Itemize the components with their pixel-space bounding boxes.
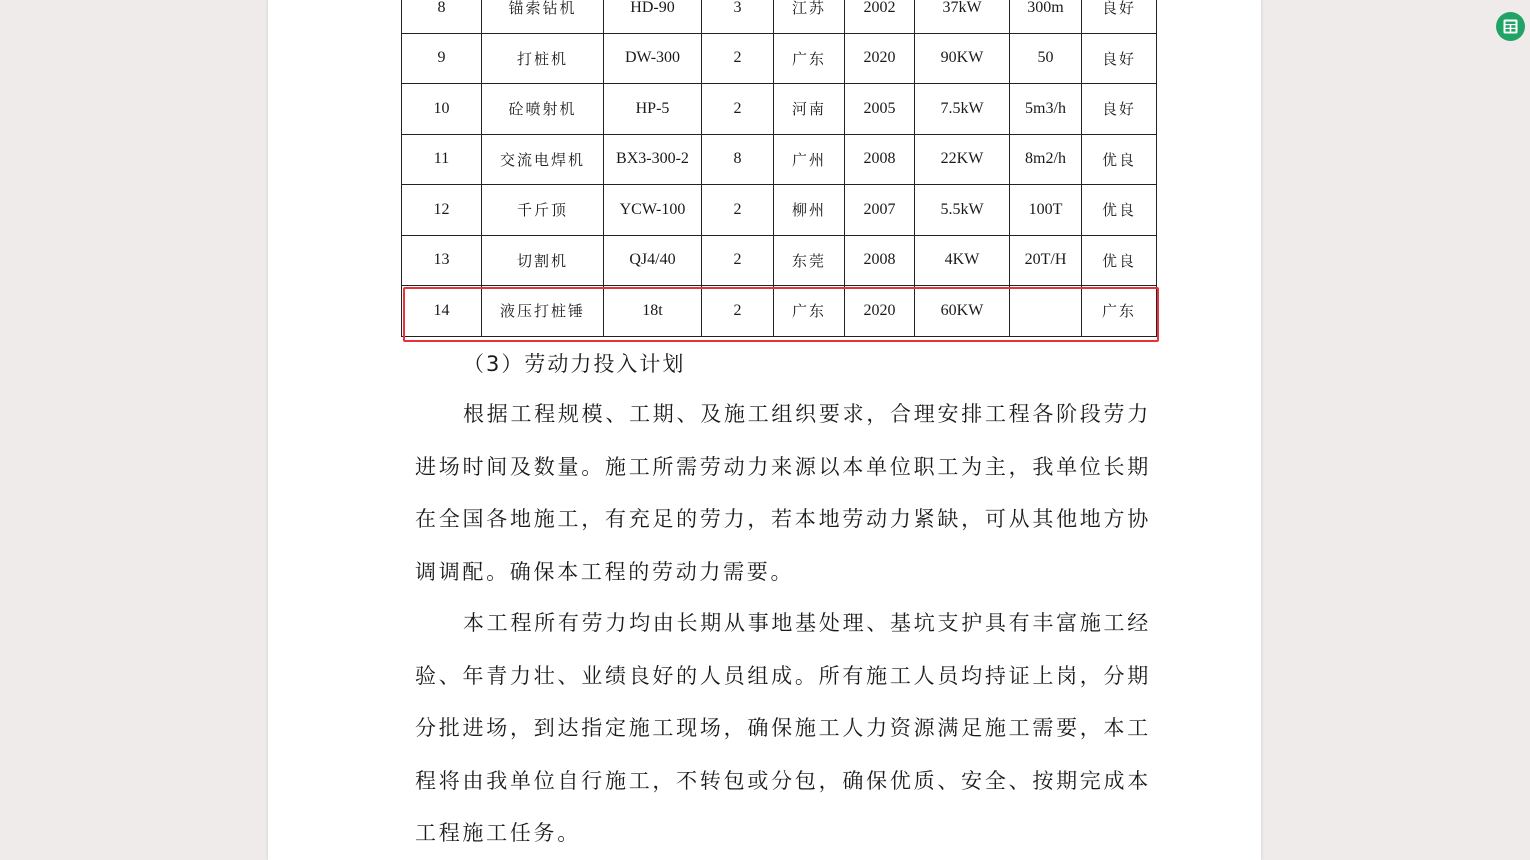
- table-cell: 10: [402, 84, 482, 135]
- table-cell: 100T: [1010, 185, 1082, 236]
- table-cell: BX3-300-2: [604, 134, 702, 185]
- table-cell: 2008: [845, 134, 915, 185]
- table-cell: 4KW: [915, 235, 1010, 286]
- table-cell: 切割机: [482, 235, 604, 286]
- table-cell: 7.5kW: [915, 84, 1010, 135]
- table-cell: 江苏: [774, 0, 845, 33]
- table-cell: 50: [1010, 33, 1082, 84]
- table-grid-icon[interactable]: [1496, 12, 1525, 41]
- table-cell: 5m3/h: [1010, 84, 1082, 135]
- table-cell: DW-300: [604, 33, 702, 84]
- table-cell: 8: [402, 0, 482, 33]
- table-row: [402, 235, 1157, 286]
- table-cell: 交流电焊机: [482, 134, 604, 185]
- table-cell: 37kW: [915, 0, 1010, 33]
- table-cell: 2: [702, 235, 774, 286]
- table-cell: 20T/H: [1010, 235, 1082, 286]
- table-cell: 良好: [1082, 33, 1157, 84]
- table-cell: 3: [702, 0, 774, 33]
- table-cell: HP-5: [604, 84, 702, 135]
- table-cell: 2002: [845, 0, 915, 33]
- table-row: [402, 33, 1157, 84]
- table-cell: QJ4/40: [604, 235, 702, 286]
- table-cell: 2: [702, 185, 774, 236]
- table-cell: 2: [702, 286, 774, 337]
- highlight-box: [403, 287, 1159, 342]
- document-page: [268, 0, 1261, 860]
- table-cell: 12: [402, 185, 482, 236]
- table-row: [402, 0, 1157, 33]
- table-cell: 8m2/h: [1010, 134, 1082, 185]
- table-cell: 9: [402, 33, 482, 84]
- table-cell: 300m: [1010, 0, 1082, 33]
- table-row: [402, 185, 1157, 236]
- table-cell: 锚索钻机: [482, 0, 604, 33]
- table-cell: 90KW: [915, 33, 1010, 84]
- table-cell: 广州: [774, 134, 845, 185]
- table-cell: 良好: [1082, 0, 1157, 33]
- table-cell: 广东: [774, 33, 845, 84]
- table-cell: 13: [402, 235, 482, 286]
- paragraph-1: 根据工程规模、工期、及施工组织要求，合理安排工程各阶段劳力进场时间及数量。施工所需劳动力来源以本单位职工为主，我单位长期在全国各地施工，有充足的劳力，若本地劳动力紧缺，可从其他地方协调调配。确保本工程的劳动力需要。: [415, 402, 1151, 584]
- table-cell: 优良: [1082, 235, 1157, 286]
- table-cell: 优良: [1082, 134, 1157, 185]
- table-row: [402, 84, 1157, 135]
- table-cell: 2007: [845, 185, 915, 236]
- table-cell: YCW-100: [604, 185, 702, 236]
- table-cell: 11: [402, 134, 482, 185]
- table-cell: 2: [702, 84, 774, 135]
- table-cell: 打桩机: [482, 33, 604, 84]
- table-cell: 22KW: [915, 134, 1010, 185]
- table-cell: 5.5kW: [915, 185, 1010, 236]
- table-cell: 东莞: [774, 235, 845, 286]
- table-cell: 14: [402, 286, 482, 337]
- table-cell: 2020: [845, 33, 915, 84]
- table-cell: 千斤顶: [482, 185, 604, 236]
- table-cell: 2020: [845, 286, 915, 337]
- table-cell: 液压打桩锤: [482, 286, 604, 337]
- table-cell: 2: [702, 33, 774, 84]
- table-cell: 2005: [845, 84, 915, 135]
- paragraph-2: 本工程所有劳力均由长期从事地基处理、基坑支护具有丰富施工经验、年青力壮、业绩良好的人员组成。所有施工人员均持证上岗，分期分批进场，到达指定施工现场，确保施工人力资源满足施工需要，本工程将由我单位自行施工，不转包或分包，确保优质、安全、按期完成本工程施工任务。: [415, 611, 1151, 845]
- table-cell: 河南: [774, 84, 845, 135]
- table-cell: HD-90: [604, 0, 702, 33]
- table-cell: 2008: [845, 235, 915, 286]
- sheet-icon: [1503, 19, 1518, 34]
- table-cell: 广东: [774, 286, 845, 337]
- table-cell: 广东: [1082, 286, 1157, 337]
- section-heading: （3）劳动力投入计划: [463, 352, 686, 376]
- table-cell: 砼喷射机: [482, 84, 604, 135]
- table-cell: 18t: [604, 286, 702, 337]
- table-cell: 良好: [1082, 84, 1157, 135]
- table-cell: 优良: [1082, 185, 1157, 236]
- table-cell: 8: [702, 134, 774, 185]
- table-cell: 60KW: [915, 286, 1010, 337]
- table-row: [402, 134, 1157, 185]
- table-cell: 柳州: [774, 185, 845, 236]
